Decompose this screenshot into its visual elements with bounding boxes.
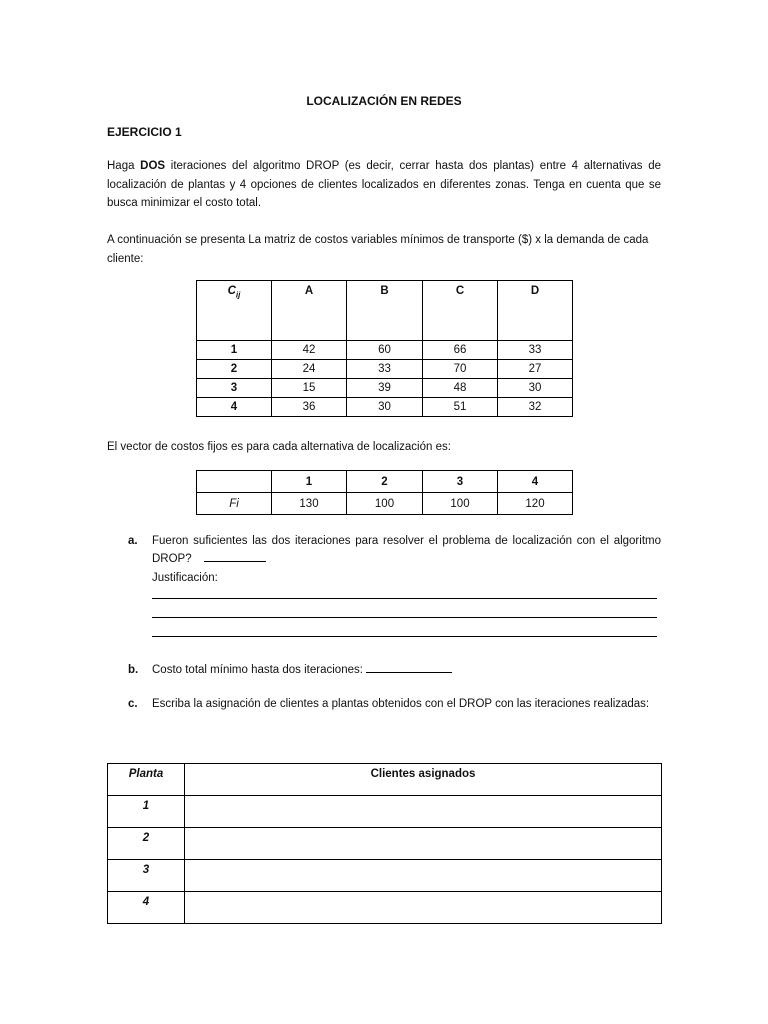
table-cell: 33 [347, 360, 423, 379]
exercise-heading: EJERCICIO 1 [107, 125, 182, 139]
fixed-costs-table [196, 470, 573, 515]
table-cell [197, 471, 272, 493]
intro-paragraph [107, 157, 661, 213]
column-header: 4 [498, 471, 573, 493]
row-header: 3 [197, 379, 272, 398]
cost-matrix-header-row [197, 281, 573, 341]
table-cell: 32 [498, 398, 573, 417]
table-cell: 60 [347, 341, 423, 360]
table-cell: 70 [423, 360, 498, 379]
row-header: 4 [108, 892, 185, 924]
table-row [108, 860, 662, 892]
matrix-intro-paragraph: A continuación se presenta La matriz de costos variables mínimos de transporte ($) x la demanda de cada cliente: [107, 234, 649, 265]
column-header: 1 [272, 471, 347, 493]
cost-matrix-table [196, 280, 573, 417]
table-cell: 24 [272, 360, 347, 379]
answer-line[interactable] [152, 617, 657, 618]
intro-bold-word: DOS [140, 160, 166, 172]
table-cell: 36 [272, 398, 347, 417]
column-header: Clientes asignados [185, 764, 662, 796]
table-cell: 30 [498, 379, 573, 398]
table-cell: 130 [272, 493, 347, 515]
row-header: 1 [108, 796, 185, 828]
table-row [197, 360, 573, 379]
table-row [108, 796, 662, 828]
row-header: 4 [197, 398, 272, 417]
table-cell: 100 [347, 493, 423, 515]
column-header: A [272, 281, 347, 341]
table-row [197, 493, 573, 515]
question-c-text: Escriba la asignación de clientes a plantas obtenidos con el DROP con las iteraciones realizadas: [152, 698, 650, 710]
answer-line[interactable] [152, 598, 657, 599]
question-c [128, 695, 661, 715]
table-cell: 30 [347, 398, 423, 417]
clients-cell[interactable] [185, 860, 662, 892]
question-a-text: Fueron suficientes las dos iteraciones para resolver el problema de localización con el algoritmo DROP? [152, 535, 661, 565]
table-cell: 51 [423, 398, 498, 417]
table-row [108, 828, 662, 860]
column-header: D [498, 281, 573, 341]
question-a [128, 532, 661, 592]
table-cell: 15 [272, 379, 347, 398]
row-header: 2 [108, 828, 185, 860]
intro-part2: iteraciones del algoritmo DROP (es decir, cerrar hasta dos plantas) entre 4 alternativas de localización de plantas y 4 opciones de clientes localizados en diferentes zonas. Tenga en cuenta que se busca minimizar el costo total. [107, 160, 662, 209]
table-cell: 48 [423, 379, 498, 398]
question-label: a. [128, 535, 138, 547]
row-header: 3 [108, 860, 185, 892]
fixed-costs-intro: El vector de costos fijos es para cada alternativa de localización es: [107, 441, 451, 453]
table-cell: 66 [423, 341, 498, 360]
answer-blank[interactable] [366, 662, 452, 673]
document-title: LOCALIZACIÓN EN REDES [306, 94, 462, 108]
justification-label: Justificación: [152, 572, 218, 584]
table-row [197, 341, 573, 360]
question-b [128, 661, 661, 681]
column-header: C [423, 281, 498, 341]
table-row [108, 892, 662, 924]
clients-cell[interactable] [185, 796, 662, 828]
table-cell: 100 [423, 493, 498, 515]
table-cell: 42 [272, 341, 347, 360]
column-header: 2 [347, 471, 423, 493]
column-header: B [347, 281, 423, 341]
table-cell: 39 [347, 379, 423, 398]
clients-cell[interactable] [185, 828, 662, 860]
cost-matrix-corner: $C_{ij}$ [197, 281, 272, 341]
intro-part1: Haga [107, 160, 141, 172]
question-label: b. [128, 664, 139, 676]
table-cell: 120 [498, 493, 573, 515]
table-row [197, 379, 573, 398]
answer-blank[interactable] [204, 551, 266, 562]
row-header: 1 [197, 341, 272, 360]
fixed-costs-header-row [197, 471, 573, 493]
clients-cell[interactable] [185, 892, 662, 924]
question-b-text: Costo total mínimo hasta dos iteraciones: [152, 664, 363, 676]
answer-line[interactable] [152, 636, 657, 637]
column-header: 3 [423, 471, 498, 493]
row-header: 2 [197, 360, 272, 379]
assignment-table [107, 763, 662, 924]
table-cell: 27 [498, 360, 573, 379]
column-header: Planta [108, 764, 185, 796]
row-header: Fi [197, 493, 272, 515]
question-label: c. [128, 698, 138, 710]
table-cell: 33 [498, 341, 573, 360]
assignment-header-row [108, 764, 662, 796]
table-row [197, 398, 573, 417]
